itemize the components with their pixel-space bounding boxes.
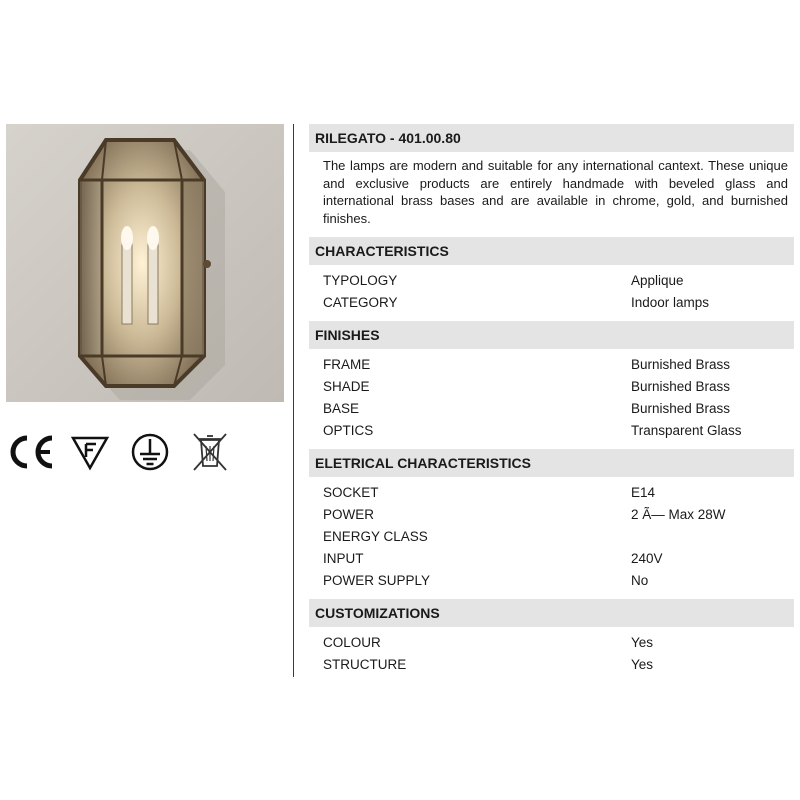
weee-crossed-bin-icon	[190, 430, 230, 474]
section-finishes-header: FINISHES	[309, 321, 794, 349]
spec-label: POWER SUPPLY	[323, 573, 431, 588]
protective-earth-icon	[128, 430, 172, 474]
spec-label: COLOUR	[323, 635, 381, 650]
spec-row-socket	[309, 482, 794, 504]
spec-value: Burnished Brass	[631, 379, 731, 394]
spec-row-base	[309, 398, 794, 420]
spec-label: OPTICS	[323, 423, 374, 438]
spec-row-input	[309, 548, 794, 570]
spec-value: Applique	[631, 273, 684, 288]
product-description: The lamps are modern and suitable for any international cantext. These unique and exclusive products are entirely handmade with beveled glass and international brass bases and are available in chrome, gold, and burnished finishes.	[323, 158, 788, 226]
spec-label: INPUT	[323, 551, 364, 566]
spec-row-category	[309, 292, 794, 314]
section-finishes	[309, 349, 794, 449]
spec-row-structure	[309, 654, 794, 676]
spec-value: Burnished Brass	[631, 401, 731, 416]
spec-value: No	[631, 573, 649, 588]
spec-label: SHADE	[323, 379, 370, 394]
product-photo	[6, 124, 284, 402]
section-electrical	[309, 477, 794, 599]
certification-icons	[6, 430, 266, 474]
spec-value: E14	[631, 485, 656, 500]
spec-label: FRAME	[323, 357, 371, 372]
spec-label: CATEGORY	[323, 295, 398, 310]
spec-row-optics	[309, 420, 794, 442]
spec-row-energy-class	[309, 526, 794, 548]
section-characteristics	[309, 265, 794, 321]
spec-label: BASE	[323, 401, 360, 416]
spec-row-typology	[309, 270, 794, 292]
spec-label: ENERGY CLASS	[323, 529, 428, 544]
section-customizations-header: CUSTOMIZATIONS	[309, 599, 794, 627]
spec-row-power-supply	[309, 570, 794, 592]
product-title: RILEGATO - 401.00.80	[309, 124, 794, 152]
spec-row-shade	[309, 376, 794, 398]
spec-value: Indoor lamps	[631, 295, 710, 310]
spec-label: POWER	[323, 507, 375, 522]
class-f-triangle-icon	[70, 430, 110, 474]
spec-row-power	[309, 504, 794, 526]
section-customizations	[309, 627, 794, 683]
spec-label: TYPOLOGY	[323, 273, 398, 288]
wall-lamp-illustration	[6, 124, 284, 402]
column-divider	[293, 124, 294, 677]
section-characteristics-header: CHARACTERISTICS	[309, 237, 794, 265]
spec-value: Transparent Glass	[631, 423, 742, 438]
spec-sheet	[309, 124, 794, 683]
spec-row-colour	[309, 632, 794, 654]
spec-value: 2 Ã— Max 28W	[631, 507, 726, 522]
spec-value: Burnished Brass	[631, 357, 731, 372]
spec-value: Yes	[631, 657, 654, 672]
spec-value: Yes	[631, 635, 654, 650]
spec-row-frame	[309, 354, 794, 376]
spec-label: SOCKET	[323, 485, 379, 500]
ce-mark-icon	[6, 430, 56, 474]
spec-value: 240V	[631, 551, 663, 566]
section-electrical-header: ELETRICAL CHARACTERISTICS	[309, 449, 794, 477]
spec-label: STRUCTURE	[323, 657, 407, 672]
